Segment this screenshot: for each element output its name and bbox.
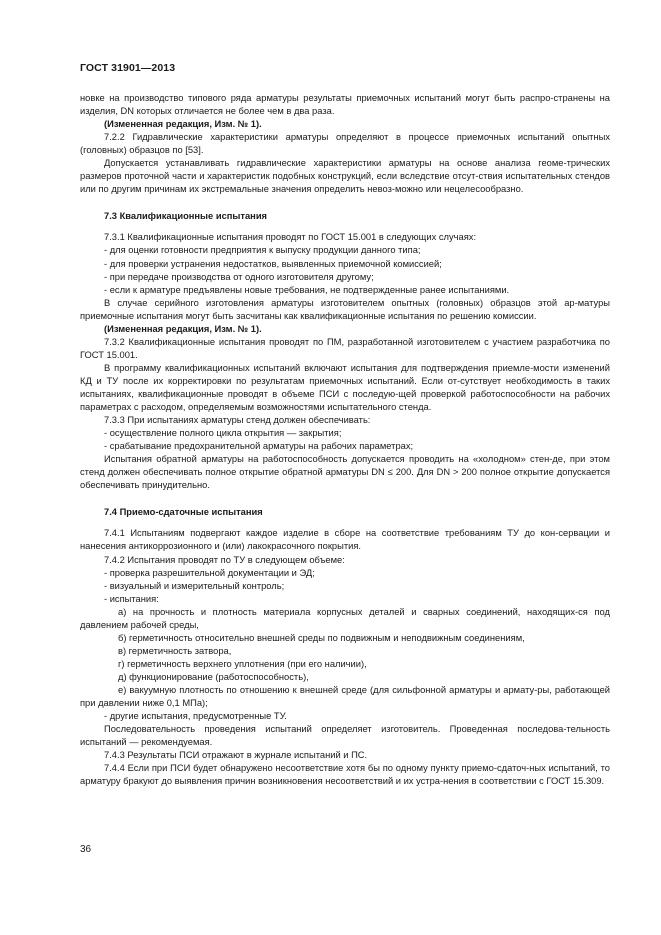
list-item: - при передаче производства от одного изготовителя другому; xyxy=(104,271,374,282)
list-item: - для оценки готовности предприятия к выпуску продукции данного типа; xyxy=(104,245,421,256)
list-item: - срабатывание предохранительной арматуры на рабочих параметрах; xyxy=(104,441,414,452)
paragraph: 7.2.2 Гидравлические характеристики арматуры определяют в процессе приемочных испытаний опытных (головных) образцов по [53]. xyxy=(80,132,610,156)
page-number: 36 xyxy=(80,844,92,855)
document-header: ГОСТ 31901—2013 xyxy=(80,62,176,74)
sub-list-item: е) вакуумную плотность по отношению к внешней среде (для сильфонной арматуры и армату-ры, работающей при давлении ниже 0,1 МПа); xyxy=(80,684,610,709)
paragraph: новке на производство типового ряда арматуры результаты приемочных испытаний могут быть распро-странены на изделия, DN которых отличается не более чем в два раза. xyxy=(80,93,610,117)
sub-list-item: д) функционирование (работоспособность), xyxy=(118,671,309,682)
section-heading-7-3: 7.3 Квалификационные испытания xyxy=(104,211,268,222)
paragraph: 7.3.3 При испытаниях арматуры стенд должен обеспечивать: xyxy=(104,415,371,426)
paragraph: 7.3.1 Квалификационные испытания проводят по ГОСТ 15.001 в следующих случаях: xyxy=(104,232,477,243)
amendment-note: (Измененная редакция, Изм. № 1). xyxy=(104,119,262,130)
paragraph: Последовательность проведения испытаний определяет изготовитель. Проведенная последова-тельность испытаний — рекомендуемая. xyxy=(80,724,610,748)
paragraph: Допускается устанавливать гидравлические характеристики арматуры на основе анализа геоме-трических размеров проточной части и характеристик подобных конструкций, если вследствие отсут-ствия испытательных стендов или по другим причинам их экстремальные значения определить невоз-можно или нецелесообразно. xyxy=(80,158,610,195)
paragraph: Испытания обратной арматуры на работоспособность допускается проводить на «холодном» стен-де, при этом стенд должен обеспечивать полное открытие обратной арматуры DN ≤ 200. Для DN > 200 полное открытие допускается обеспечивать принудительно. xyxy=(80,454,610,491)
paragraph: В программу квалификационных испытаний включают испытания для подтверждения приемле-мости изменений КД и ТУ после их корректировки по результатам приемочных испытаний. Если от-сутствует необходимость в таких испытаниях, квалификационные проводят в объеме ПСИ с последую-щей проверкой работоспособности на рабочих параметрах с расходом, определяемым возможностями испытательного стенда. xyxy=(80,362,610,413)
paragraph: 7.4.1 Испытаниям подвергают каждое изделие в сборе на соответствие требованиям ТУ до кон-сервации и нанесения антикоррозионного и (или) лакокрасочного покрытия. xyxy=(80,528,610,552)
paragraph: В случае серийного изготовления арматуры изготовителем опытных (головных) образцов этой ар-матуры приемочные испытания могут быть засчитаны как квалификационные испытания по решению комиссии. xyxy=(80,297,610,321)
amendment-note: (Измененная редакция, Изм. № 1). xyxy=(104,323,262,334)
list-item: - если к арматуре предъявлены новые требования, не подтвержденные ранее испытаниями. xyxy=(104,284,510,295)
paragraph: 7.3.2 Квалификационные испытания проводят по ПМ, разработанной изготовителем с участием разработчика по ГОСТ 15.001. xyxy=(80,336,610,360)
section-heading-7-4: 7.4 Приемо-сдаточные испытания xyxy=(104,507,263,518)
list-item: - проверка разрешительной документации и ЭД; xyxy=(104,567,315,578)
document-body xyxy=(80,92,610,788)
list-item: - осуществление полного цикла открытия — закрытия; xyxy=(104,428,342,439)
paragraph: 7.4.3 Результаты ПСИ отражают в журнале испытаний и ПС. xyxy=(104,750,368,761)
list-item: - испытания: xyxy=(104,593,159,604)
sub-list-item: а) на прочность и плотность материала корпусных деталей и сварных соединений, находящих-ся под давлением рабочей среды, xyxy=(80,606,610,630)
sub-list-item: г) герметичность верхнего уплотнения (при его наличии), xyxy=(118,658,367,669)
sub-list-item: в) герметичность затвора, xyxy=(118,645,232,656)
paragraph: 7.4.2 Испытания проводят по ТУ в следующем объеме: xyxy=(104,554,345,565)
list-item: - для проверки устранения недостатков, выявленных приемочной комиссией; xyxy=(104,258,442,269)
list-item: - визуальный и измерительный контроль; xyxy=(104,580,285,591)
sub-list-item: б) герметичность относительно внешней среды по подвижным и неподвижным соединениям, xyxy=(118,632,525,643)
list-item: - другие испытания, предусмотренные ТУ. xyxy=(104,711,287,722)
paragraph: 7.4.4 Если при ПСИ будет обнаружено несоответствие хотя бы по одному пункту приемо-сдаточ-ных испытаний, то арматуру бракуют до выявления причин возникновения несоответствий и их устра-нения в соответствии с ГОСТ 15.309. xyxy=(80,763,610,787)
